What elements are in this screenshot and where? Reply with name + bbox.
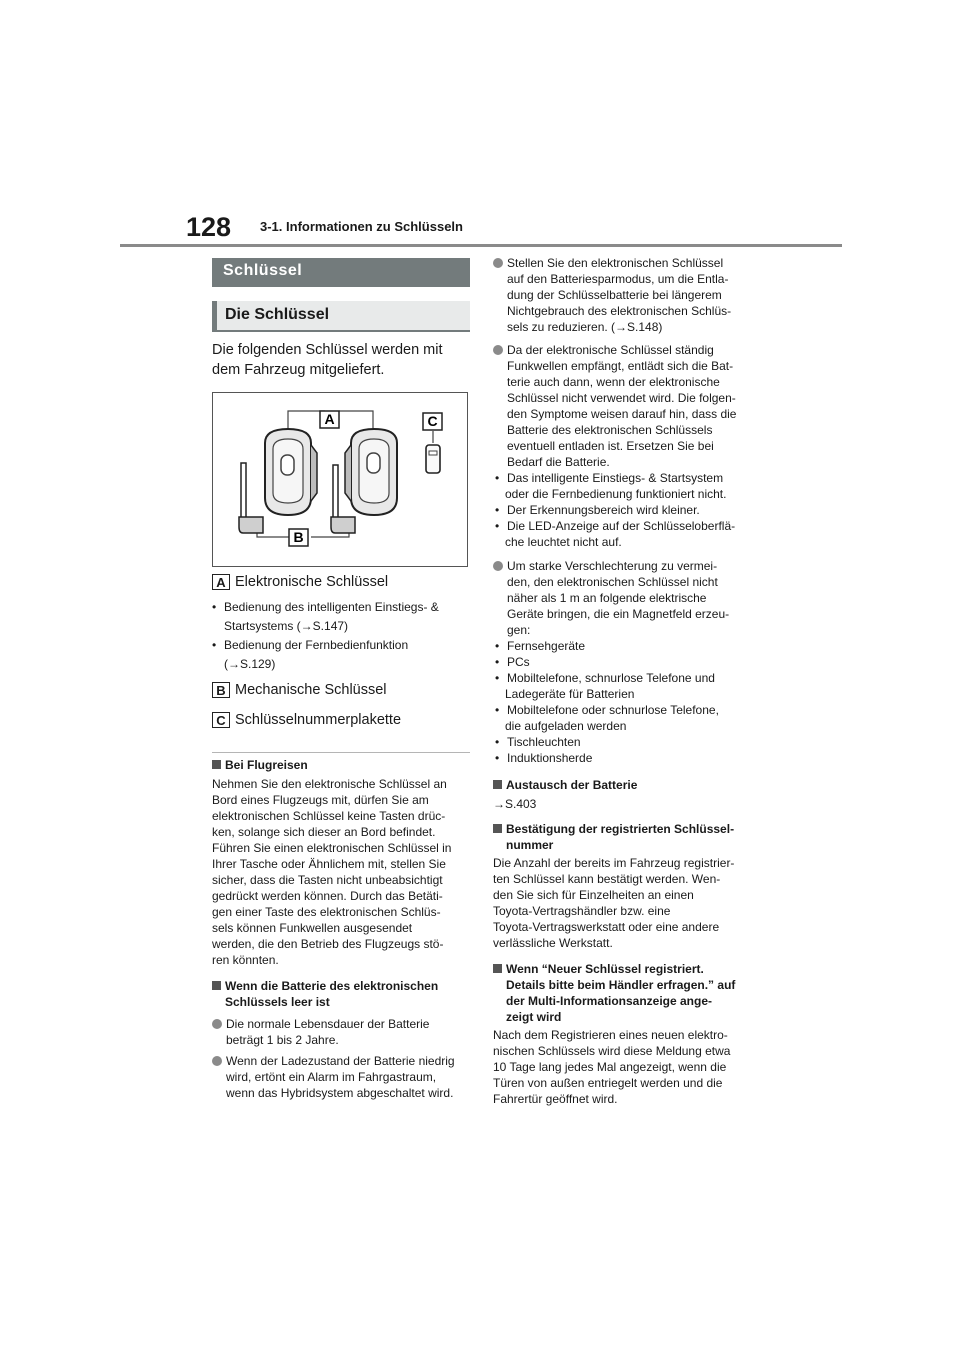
callout-a-label: A: [324, 411, 335, 427]
legend-c: [212, 712, 401, 728]
intro-text: [212, 340, 470, 380]
legend-letter-box: B: [212, 682, 230, 698]
heading-bestaetigung: Bestätigung der registrierten Schlüssel- nummer: [493, 821, 734, 853]
legend-a: [212, 574, 388, 590]
device-list: • Fernsehgeräte • PCs • Mobiltelefone, schnurlose Telefone und Ladegeräte für Batterien • Mobiltelefone oder schnurlose Telefone, die aufgeladen werden • Tischleuchten • Induktionsherde: [493, 638, 719, 766]
electronic-key-left: [265, 429, 317, 515]
subsection-title: Die Schlüssel: [212, 301, 470, 332]
heading-austausch: Austausch der Batterie: [493, 777, 637, 793]
list-item: • Die LED-Anzeige auf der Schlüsseloberflä-: [493, 518, 735, 534]
circle-bullet-icon: [493, 561, 503, 571]
legend-letter-box: A: [212, 574, 230, 590]
text-austausch: [493, 796, 536, 812]
circle-bullet-icon: [493, 345, 503, 355]
circle-bullet-icon: [493, 258, 503, 268]
legend-label: Mechanische Schlüssel: [235, 682, 387, 698]
circle-bullet-icon: [212, 1056, 222, 1066]
list-item: • Mobiltelefone oder schnurlose Telefone,: [493, 702, 719, 718]
page-number: 128: [186, 212, 232, 242]
list-item: • Induktionsherde: [493, 750, 719, 766]
legend-a-item: • Bedienung des intelligenten Einstiegs- & Startsystems (→S.147): [212, 600, 439, 633]
circle-bullet-icon: [212, 1019, 222, 1029]
keys-drawing: [213, 393, 467, 566]
legend-letter-box: C: [212, 712, 230, 728]
key-illustration: [212, 392, 468, 567]
text-neuer-schluessel: Nach dem Registrieren eines neuen elektro- nischen Schlüssels wird diese Meldung etwa 10 Tage lang jedes Mal angezeigt, wenn die Türen von außen entriegelt werden und die Fahrertür geöffnet wird.: [493, 1028, 731, 1106]
intro-line: dem Fahrzeug mitgeliefert.: [212, 362, 385, 378]
key-number-plate: [426, 445, 440, 473]
list-item: • Tischleuchten: [493, 734, 719, 750]
callout-b-label: B: [293, 529, 304, 545]
bullet-ladezustand: Wenn der Ladezustand der Batterie niedrig wird, ertönt ein Alarm im Fahrgastraum, wenn das Hybridsystem abgeschaltet wird.: [212, 1053, 455, 1101]
text-bestaetigung: Die Anzahl der bereits im Fahrzeug registrier- ten Schlüssel kann bestätigt werden. Wen- den Sie sich für Einzelheiten an einen Toyota-Vertragshändler bzw. eine Toyota-Vertragswerkstatt oder eine andere verlässliche Werkstatt.: [493, 856, 735, 950]
bullet-verschlechterung: Um starke Verschlechterung zu vermei- den, den elektronischen Schlüssel nicht näher als 1 m an folgende elektrische Geräte bringen, die ein Magnetfeld erzeu- gen:: [493, 558, 729, 638]
legend-a-item: • Bedienung der Fernbedienfunktion (→S.129): [212, 638, 409, 671]
square-bullet-icon: [493, 780, 502, 789]
header-divider: [120, 244, 842, 247]
square-bullet-icon: [493, 964, 502, 973]
heading-neuer-schluessel: Wenn “Neuer Schlüssel registriert. Details bitte beim Händler erfragen.” auf der Multi-Informationsanzeige ange- zeigt wird: [493, 961, 735, 1025]
square-bullet-icon: [212, 981, 221, 990]
list-item: • Fernsehgeräte: [493, 638, 719, 654]
chapter-title: 3-1. Informationen zu Schlüsseln: [260, 219, 463, 234]
list-item: • PCs: [493, 654, 719, 670]
heading-batterie-leer: Wenn die Batterie des elektronischen Schlüssels leer ist: [212, 978, 438, 1010]
page-reference: →S.403: [493, 797, 537, 811]
callout-c-label: C: [427, 413, 438, 429]
legend-b: [212, 682, 387, 698]
mechanical-key-left: [239, 463, 263, 533]
intro-line: Die folgenden Schlüssel werden mit: [212, 342, 443, 358]
column-divider: [212, 752, 470, 753]
square-bullet-icon: [212, 760, 221, 769]
bullet-lebensdauer: Die normale Lebensdauer der Batterie beträgt 1 bis 2 Jahre.: [212, 1016, 429, 1048]
electronic-key-right: [345, 429, 397, 515]
bullet-funkwellen: Da der elektronische Schlüssel ständig Funkwellen empfängt, entlädt sich die Bat- terie auch dann, wenn der elektronische Schlüssel nicht verwendet wird. Die folgen- den Symptome weisen darauf hin, dass die Batterie des elektronischen Schlüssels eventuell entladen ist. Ersetzen Sie bei Bedarf die Batterie.: [493, 342, 736, 470]
legend-label: Schlüsselnummerplakette: [235, 712, 402, 728]
bullet-sparmodus: Stellen Sie den elektronischen Schlüssel auf den Batteriesparmodus, um die Entla- dung der Schlüsselbatterie bei längerem Nichtgebrauch des elektronischen Schlüs- sels zu reduzieren. (→S.148): [493, 255, 731, 335]
square-bullet-icon: [493, 824, 502, 833]
legend-label: Elektronische Schlüssel: [235, 574, 389, 590]
list-item: • Der Erkennungsbereich wird kleiner.: [493, 502, 735, 518]
text-flugreisen: Nehmen Sie den elektronische Schlüssel an Bord eines Flugzeugs mit, dürfen Sie am elektronischen Schlüssel keine Tasten drüc- ken, solange sich dieser an Bord befindet. Führen Sie einen elektronischen Schlüssel in Ihrer Tasche oder Ähnlichem mit, stellen Sie sicher, dass die Tasten nicht unbeabsichtigt gedrückt werden können. Durch das Betäti- gen einer Taste des elektronischen Schlüs- sels können Funkwellen ausgesendet werden, die den Betrieb des Flugzeugs stö- ren könnten.: [212, 777, 452, 967]
section-title: Schlüssel: [212, 258, 470, 287]
list-item: • Mobiltelefone, schnurlose Telefone und: [493, 670, 719, 686]
heading-flugreisen: Bei Flugreisen: [212, 757, 308, 773]
symptom-list: • Das intelligente Einstiegs- & Startsystem oder die Fernbedienung funktioniert nicht. • Der Erkennungsbereich wird kleiner. • Die LED-Anzeige auf der Schlüsseloberflä- che leuchtet nicht auf.: [493, 470, 735, 550]
list-item: • Das intelligente Einstiegs- & Startsystem: [493, 470, 735, 486]
